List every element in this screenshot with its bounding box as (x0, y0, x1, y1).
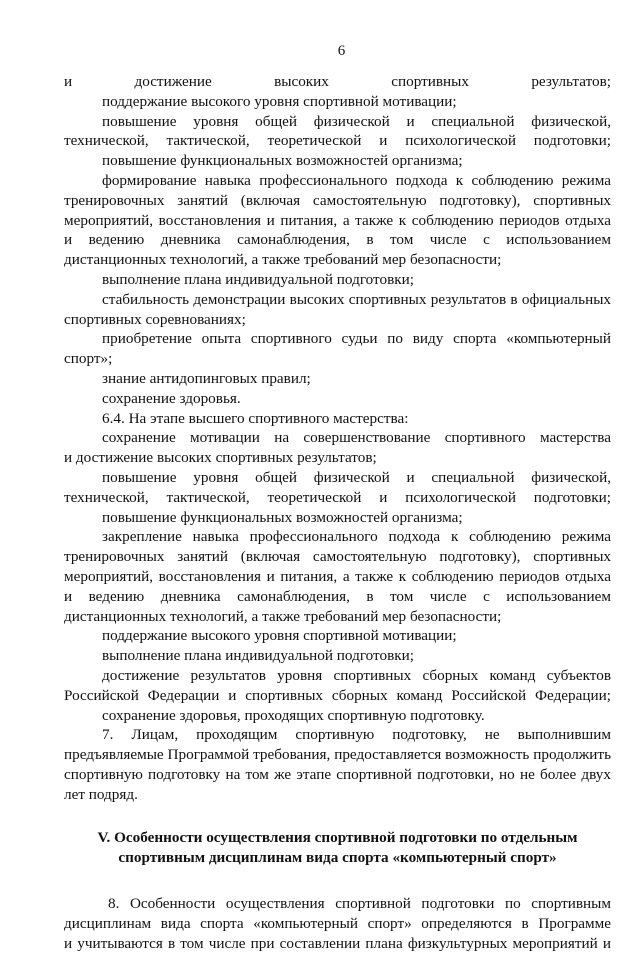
text-line: знание антидопинговых правил; (102, 369, 311, 387)
text-line: 6.4. На этапе высшего спортивного мастерства: (102, 409, 409, 427)
text-line: предъявляемые Программой требования, предоставляется возможность продолжить (64, 746, 611, 764)
text-line: дисциплинам вида спорта «компьютерный спорт» определяются в Программе (64, 915, 611, 933)
document-body (64, 72, 611, 954)
text-line: повышение функциональных возможностей организма; (102, 508, 463, 526)
text-line: сохранение мотивации на совершенствование спортивного мастерства (102, 429, 611, 447)
text-line: и ведению дневника самонаблюдения, в том числе с использованием (64, 587, 611, 605)
text-line: дистанционных технологий, а также требований мер безопасности; (64, 607, 502, 625)
section-heading-line: V. Особенности осуществления спортивной подготовки по отдельным (97, 829, 578, 847)
text-line: и достижение высоких спортивных результатов; (64, 73, 611, 90)
text-line: спортивную подготовку на том же этапе спортивной подготовки, но не более двух (64, 765, 611, 783)
text-line: спорт»; (64, 350, 113, 368)
text-line: выполнение плана индивидуальной подготовки; (102, 270, 414, 288)
text-line: повышение уровня общей физической и специальной физической, (102, 468, 611, 486)
text-line: спортивных соревнованиях; (64, 310, 246, 328)
section-heading (64, 828, 611, 868)
text-line: дистанционных технологий, а также требований мер безопасности; (64, 251, 502, 269)
section-heading-line: спортивным дисциплинам вида спорта «компьютерный спорт» (118, 849, 557, 867)
text-line: закрепление навыка профессионального подхода к соблюдению режима (102, 528, 611, 546)
text-line: повышение функциональных возможностей организма; (102, 152, 463, 170)
text-line: 8. Особенности осуществления спортивной подготовки по спортивным (108, 895, 611, 913)
text-line: Российской Федерации и спортивных сборных команд Российской Федерации; (64, 686, 611, 704)
text-line: повышение уровня общей физической и специальной физической, (102, 112, 611, 130)
text-line: мероприятий, восстановления и питания, а также к соблюдению периодов отдыха (64, 567, 611, 585)
text-line: поддержание высокого уровня спортивной мотивации; (102, 92, 457, 110)
text-line: формирование навыка профессионального подхода к соблюдению режима (102, 171, 611, 189)
text-line: выполнение плана индивидуальной подготовки; (102, 647, 414, 665)
text-line: достижение результатов уровня спортивных сборных команд субъектов (102, 666, 611, 684)
text-line: лет подряд. (64, 785, 138, 803)
text-line: и учитываются в том числе при составлении плана физкультурных мероприятий и (64, 935, 611, 953)
text-line: 7. Лицам, проходящим спортивную подготовку, не выполнившим (102, 726, 611, 744)
page-number: 6 (337, 43, 346, 59)
text-line: тренировочных занятий (включая самостоятельную подготовку), спортивных (64, 191, 611, 209)
text-line: тренировочных занятий (включая самостоятельную подготовку), спортивных (64, 548, 611, 566)
text-line: сохранение здоровья, проходящих спортивную подготовку. (102, 706, 485, 724)
text-line: сохранение здоровья. (102, 389, 241, 407)
text-line: приобретение опыта спортивного судьи по виду спорта «компьютерный (102, 330, 611, 348)
text-line: и ведению дневника самонаблюдения, в том числе с использованием (64, 231, 611, 249)
text-line: и достижение высоких спортивных результатов; (64, 449, 377, 467)
paragraph-8 (64, 894, 611, 953)
text-line: технической, тактической, теоретической и психологической подготовки; (64, 132, 611, 150)
text-line: стабильность демонстрации высоких спортивных результатов в официальных (102, 290, 611, 308)
text-line: поддержание высокого уровня спортивной мотивации; (102, 627, 457, 645)
text-line: технической, тактической, теоретической и психологической подготовки; (64, 488, 611, 506)
text-line: мероприятий, восстановления и питания, а также к соблюдению периодов отдыха (64, 211, 611, 229)
